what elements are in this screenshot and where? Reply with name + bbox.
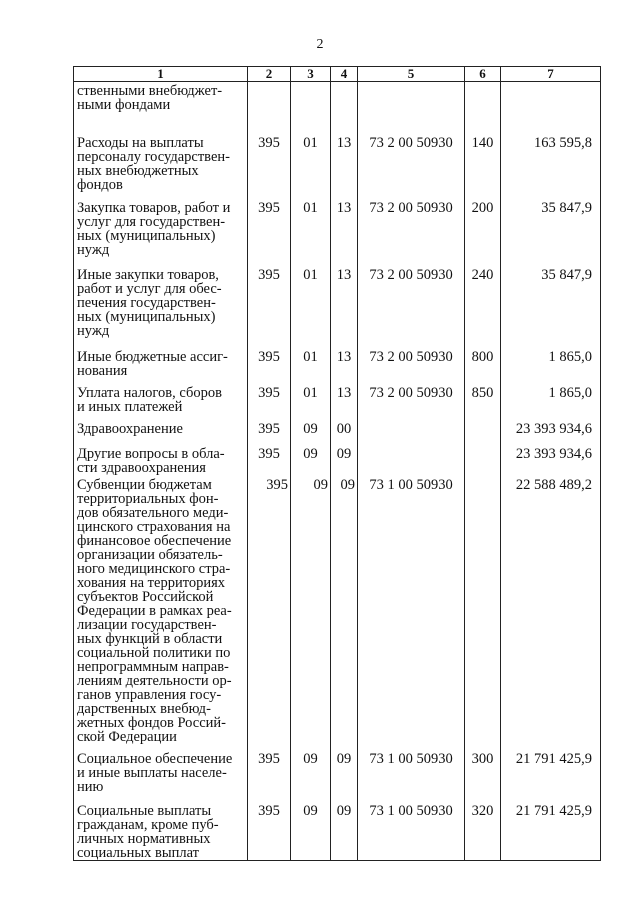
header-cell: 5: [358, 67, 465, 82]
row-subsection: 13: [331, 342, 358, 378]
row-name: Закупка товаров, работ и услуг для государствен- ных (муниципальных) нужд: [74, 193, 248, 260]
header-row: [74, 67, 601, 82]
row-name: Иные закупки товаров, работ и услуг для обес- печения государствен- ных (муниципальных) нужд: [74, 260, 248, 342]
row-expense-type: [465, 414, 501, 439]
row-amount: 22 588 489,2: [501, 476, 601, 744]
row-target-article: 73 1 00 50930: [358, 744, 465, 796]
header-cell: 6: [465, 67, 501, 82]
row-admin-code: 395: [248, 193, 291, 260]
row-section: 09: [291, 414, 331, 439]
row-subsection: 13: [331, 260, 358, 342]
row-section: 01: [291, 378, 331, 414]
row-target-article: [358, 439, 465, 476]
header-cell: 1: [74, 67, 248, 82]
row-admin-code: 395: [248, 342, 291, 378]
row-amount: 23 393 934,6: [501, 414, 601, 439]
row-name: Социальное обеспечение и иные выплаты населе- нию: [74, 744, 248, 796]
row-admin-code: 395: [248, 796, 291, 861]
row-amount: 163 595,8: [501, 128, 601, 193]
row-amount: 35 847,9: [501, 193, 601, 260]
row-section: 09: [291, 439, 331, 476]
row-target-article: 73 2 00 50930: [358, 128, 465, 193]
header-cell: 7: [501, 67, 601, 82]
table-row: [74, 378, 601, 414]
row-expense-type: [465, 476, 501, 744]
row-target-article: 73 2 00 50930: [358, 193, 465, 260]
row-amount: 1 865,0: [501, 342, 601, 378]
row-expense-type: 240: [465, 260, 501, 342]
header-cell: 3: [291, 67, 331, 82]
row-amount: 1 865,0: [501, 378, 601, 414]
row-subsection: 00: [331, 414, 358, 439]
row-admin-code: 395: [248, 414, 291, 439]
row-amount: 35 847,9: [501, 260, 601, 342]
row-section: 09: [291, 744, 331, 796]
row-target-article: 73 1 00 50930: [358, 796, 465, 861]
row-admin-code: 395: [248, 439, 291, 476]
row-section: 09: [291, 476, 331, 744]
table-row: [74, 342, 601, 378]
row-name: Другие вопросы в обла- сти здравоохранения: [74, 439, 248, 476]
row-subsection: 09: [331, 796, 358, 861]
row-section: 01: [291, 128, 331, 193]
row-target-article: [358, 414, 465, 439]
row-expense-type: 850: [465, 378, 501, 414]
row-amount: [501, 82, 601, 128]
table-row: [74, 193, 601, 260]
row-subsection: 13: [331, 193, 358, 260]
row-name: Субвенции бюджетам территориальных фон- дов обязательного меди- цинского страхования на финансовое обеспечение организации обязатель- ного медицинского стра- хования на территориях субъектов Российской Федерации в рамках реа- лизации государствен- ных функций в области социальной политики по непрограммным направ- лениям деятельности ор- ганов управления госу- дарственных внебюд- жетных фондов Россий- ской Федерации: [74, 476, 248, 744]
row-admin-code: 395: [248, 378, 291, 414]
row-expense-type: 140: [465, 128, 501, 193]
table-row: [74, 476, 601, 744]
row-expense-type: 200: [465, 193, 501, 260]
row-expense-type: 300: [465, 744, 501, 796]
row-section: 01: [291, 260, 331, 342]
row-expense-type: 800: [465, 342, 501, 378]
header-cell: 2: [248, 67, 291, 82]
row-target-article: 73 2 00 50930: [358, 378, 465, 414]
row-section: 01: [291, 193, 331, 260]
row-admin-code: 395: [248, 128, 291, 193]
table-row: [74, 439, 601, 476]
row-target-article: 73 2 00 50930: [358, 260, 465, 342]
row-target-article: 73 1 00 50930: [358, 476, 465, 744]
table-row: [74, 82, 601, 128]
row-section: 09: [291, 796, 331, 861]
row-amount: 21 791 425,9: [501, 744, 601, 796]
row-admin-code: 395: [248, 260, 291, 342]
row-target-article: 73 2 00 50930: [358, 342, 465, 378]
row-amount: 23 393 934,6: [501, 439, 601, 476]
row-subsection: 13: [331, 378, 358, 414]
row-admin-code: [248, 82, 291, 128]
table-row: [74, 128, 601, 193]
row-section: [291, 82, 331, 128]
budget-table: [73, 66, 601, 861]
row-subsection: 09: [331, 439, 358, 476]
page-number: 2: [316, 37, 324, 52]
row-target-article: [358, 82, 465, 128]
row-subsection: [331, 82, 358, 128]
row-admin-code: 395: [248, 476, 291, 744]
row-section: 01: [291, 342, 331, 378]
header-cell: 4: [331, 67, 358, 82]
table-row: [74, 796, 601, 861]
table-row: [74, 260, 601, 342]
row-name: Иные бюджетные ассиг- нования: [74, 342, 248, 378]
table-row: [74, 414, 601, 439]
row-name: Здравоохранение: [74, 414, 248, 439]
row-subsection: 09: [331, 744, 358, 796]
row-expense-type: [465, 82, 501, 128]
row-subsection: 13: [331, 128, 358, 193]
row-name: Расходы на выплаты персоналу государствен- ных внебюджетных фондов: [74, 128, 248, 193]
row-expense-type: [465, 439, 501, 476]
row-expense-type: 320: [465, 796, 501, 861]
row-name: Социальные выплаты гражданам, кроме пуб- личных нормативных социальных выплат: [74, 796, 248, 861]
row-name: ственными внебюджет- ными фондами: [74, 82, 248, 128]
row-name: Уплата налогов, сборов и иных платежей: [74, 378, 248, 414]
row-amount: 21 791 425,9: [501, 796, 601, 861]
table-row: [74, 744, 601, 796]
row-admin-code: 395: [248, 744, 291, 796]
row-subsection: 09: [331, 476, 358, 744]
